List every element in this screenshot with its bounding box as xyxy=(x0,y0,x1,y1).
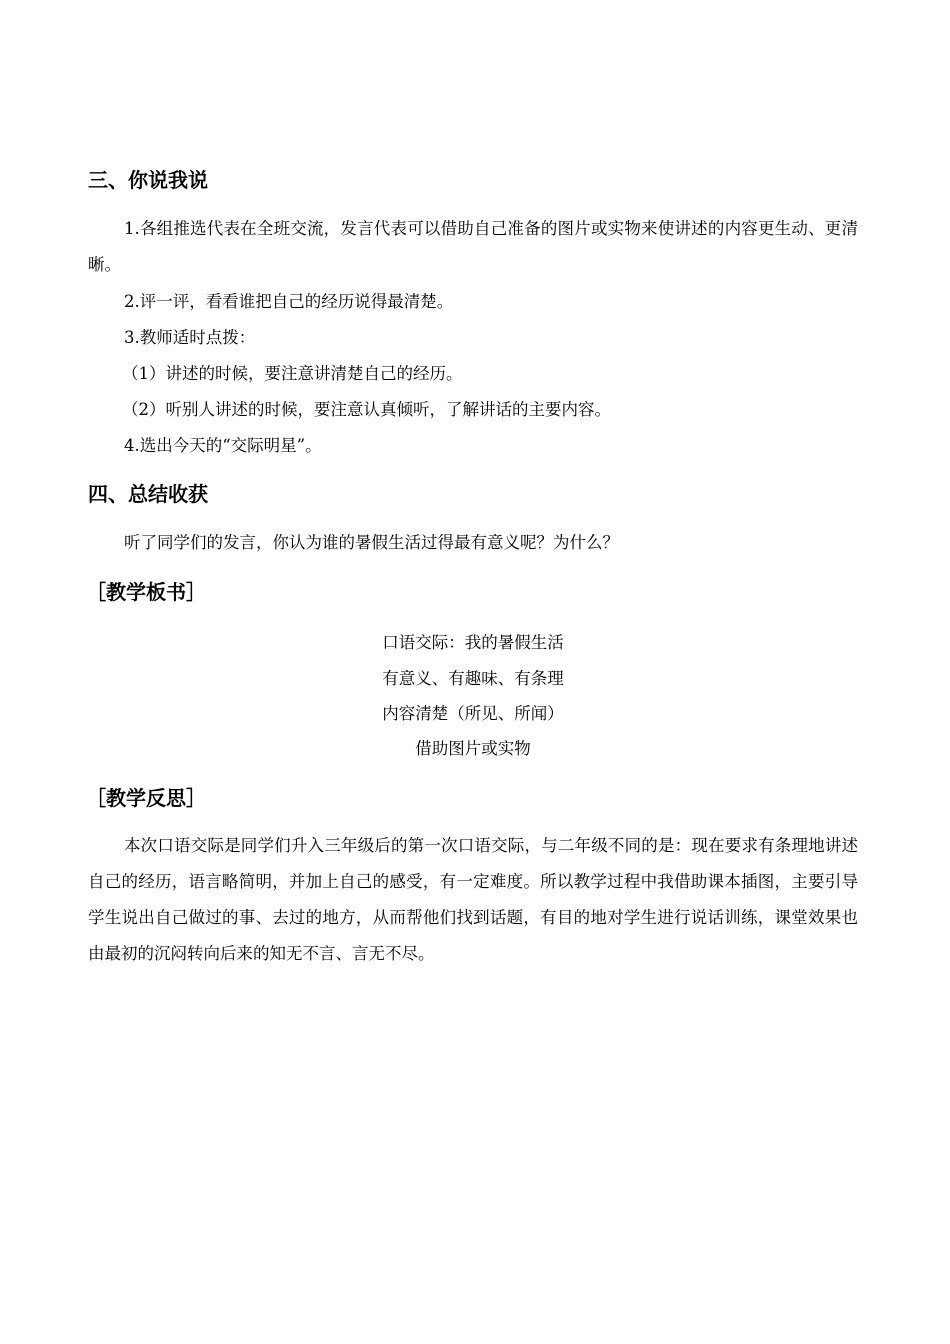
board-line: 借助图片或实物 xyxy=(415,739,531,758)
reflection-heading: ［教学反思］ xyxy=(86,786,206,810)
board-heading: ［教学板书］ xyxy=(86,580,206,604)
reflection-text: 本次口语交际是同学们升入三年级后的第一次口语交际，与二年级不同的是：现在要求有条理地讲述自己的经历，语言略简明，并加上自己的感受，有一定难度。所以教学过程中我借助课本插图，主要引导学生说出自己做过的事、去过的地方，从而帮他们找到话题，有目的地对学生进行说话训练，课堂效果也由最初的沉闷转向后来的知无不言、言无不尽。 xyxy=(88,836,858,963)
section3-heading: 三、你说我说 xyxy=(88,168,208,192)
section3-item-3: 3.教师适时点拨： xyxy=(124,328,256,347)
section3-sub-item-1: （1）讲述的时候，要注意讲清楚自己的经历。 xyxy=(122,364,463,383)
section3-item-4: 4.选出今天的“交际明星”。 xyxy=(124,436,322,455)
section3-item-2: 2.评一评，看看谁把自己的经历说得最清楚。 xyxy=(124,292,454,311)
section3-item-1: 1.各组推选代表在全班交流，发言代表可以借助自己准备的图片或实物来使讲述的内容更生动、更清晰。 xyxy=(88,219,858,274)
board-line: 内容清楚（所见、所闻） xyxy=(382,704,564,723)
board-line: 有意义、有趣味、有条理 xyxy=(382,669,564,688)
section4-text: 听了同学们的发言，你认为谁的暑假生活过得最有意义呢？为什么？ xyxy=(124,533,619,552)
section3-sub-item-2: （2）听别人讲述的时候，要注意认真倾听，了解讲话的主要内容。 xyxy=(122,400,611,419)
board-line: 口语交际：我的暑假生活 xyxy=(382,633,564,652)
section4-heading: 四、总结收获 xyxy=(88,482,208,506)
